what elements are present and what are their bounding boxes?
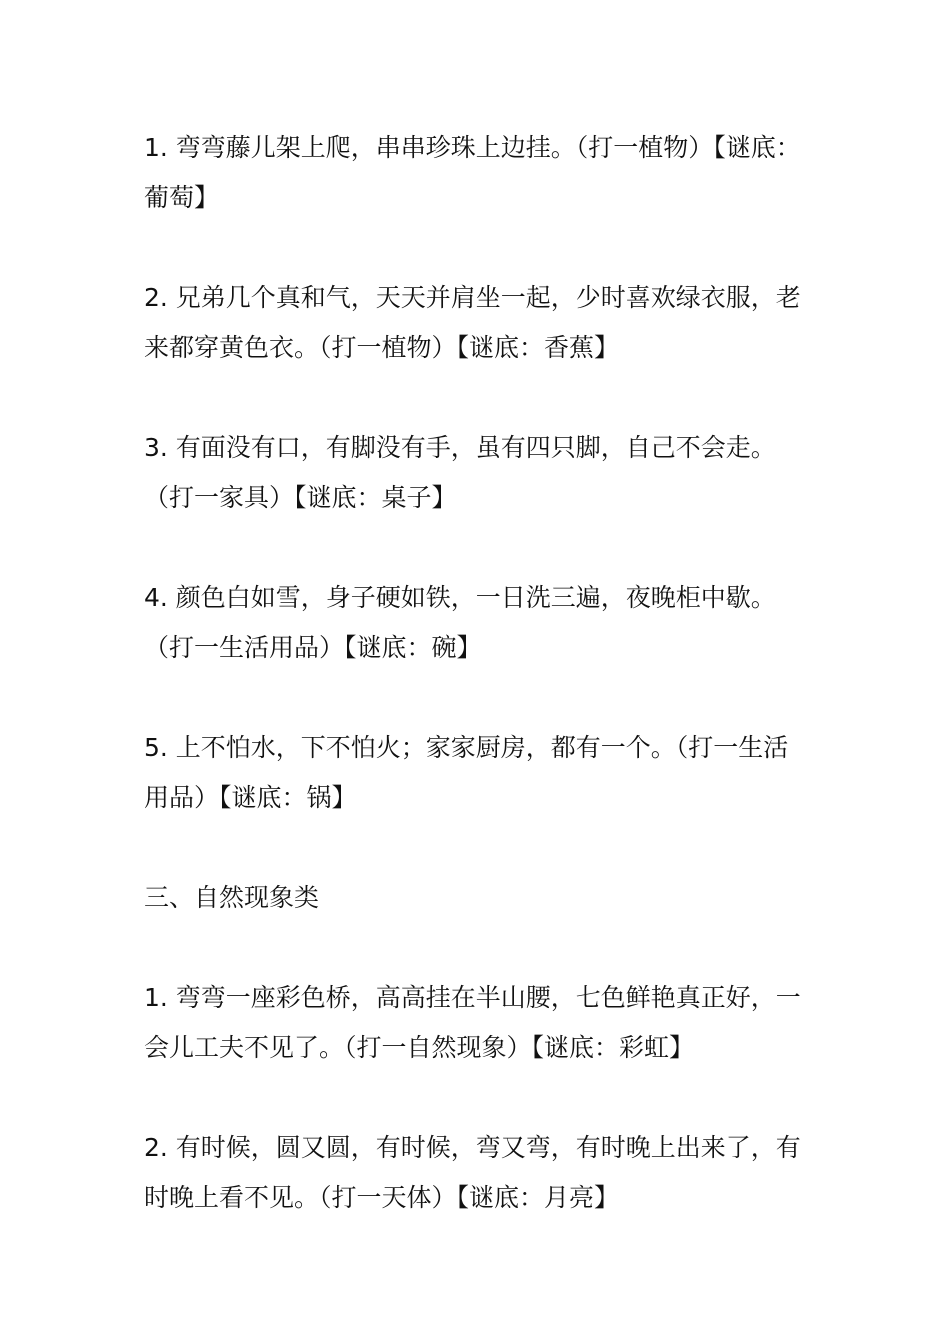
document-body	[144, 123, 809, 1223]
nature-riddle-paragraph-1: 1. 弯弯一座彩色桥，高高挂在半山腰，七色鲜艳真正好，一会儿工夫不见了。（打一自然现象）【谜底：彩虹】	[144, 983, 801, 1062]
riddle-paragraph-4: 4. 颜色白如雪，身子硬如铁，一日洗三遍，夜晚柜中歇。（打一生活用品）【谜底：碗】	[144, 583, 776, 662]
nature-riddle-paragraph-2: 2. 有时候，圆又圆，有时候，弯又弯，有时晚上出来了，有时晚上看不见。（打一天体）【谜底：月亮】	[144, 1133, 801, 1212]
riddle-paragraph-3: 3. 有面没有口，有脚没有手，虽有四只脚，自己不会走。（打一家具）【谜底：桌子】	[144, 433, 776, 512]
riddle-paragraph-2: 2. 兄弟几个真和气，天天并肩坐一起，少时喜欢绿衣服，老来都穿黄色衣。（打一植物）【谜底：香蕉】	[144, 283, 801, 362]
riddle-paragraph-5: 5. 上不怕水，下不怕火；家家厨房，都有一个。（打一生活用品）【谜底：锅】	[144, 733, 789, 812]
riddle-paragraph-1: 1. 弯弯藤儿架上爬，串串珍珠上边挂。（打一植物）【谜底：葡萄】	[144, 133, 801, 212]
section-heading: 三、自然现象类	[144, 883, 320, 912]
